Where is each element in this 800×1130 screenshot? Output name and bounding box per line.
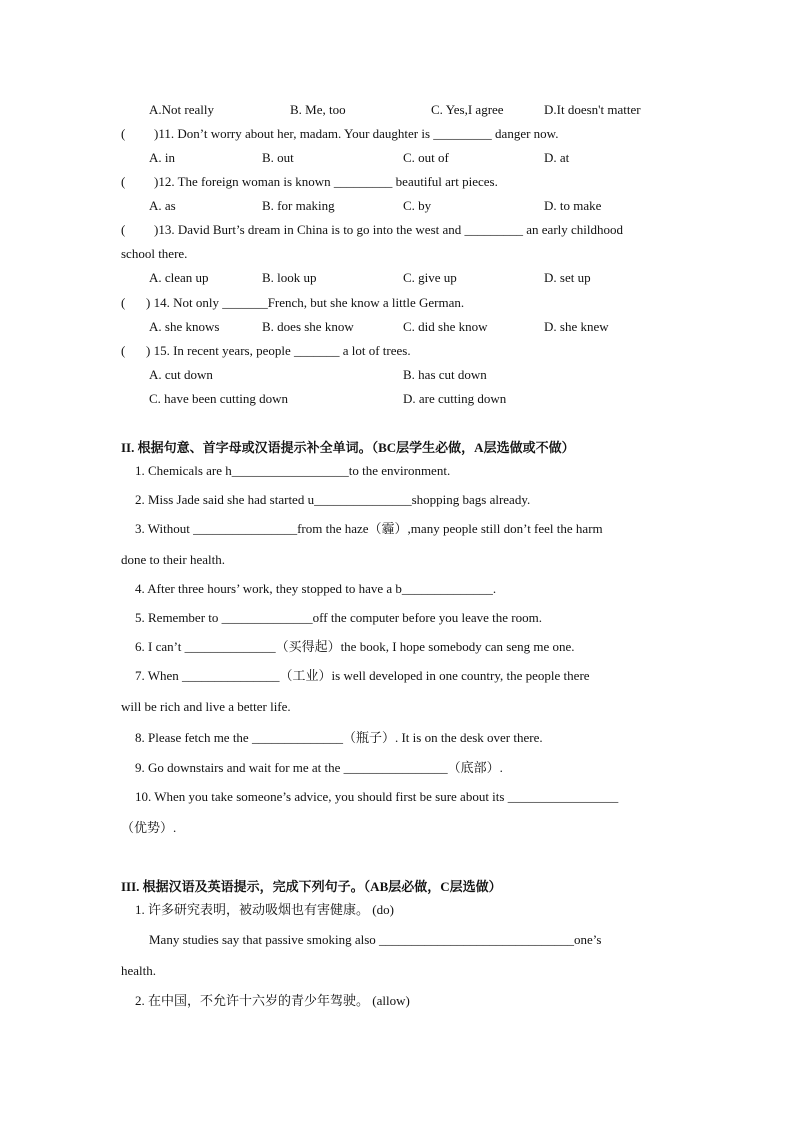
- option-a: A. in: [149, 150, 175, 165]
- option-a: A. as: [149, 198, 176, 213]
- fill-item-5: 5. Remember to ______________off the computer before you leave the room.: [135, 610, 542, 625]
- option-d: D. to make: [544, 198, 602, 213]
- fill-item-6: 6. I can’t ______________（买得起）the book, I hope somebody can seng me one.: [135, 639, 575, 654]
- fill-item-3-cont: done to their health.: [121, 552, 225, 567]
- fill-item-1: 1. Chemicals are h__________________to the environment.: [135, 463, 451, 478]
- option-a: A. cut down: [149, 367, 213, 382]
- option-c: C. have been cutting down: [149, 391, 288, 406]
- option-a: A. she knows: [149, 319, 220, 334]
- option-b: B. does she know: [262, 319, 354, 334]
- answer-paren: (: [121, 222, 126, 237]
- option-d: D. are cutting down: [403, 391, 507, 406]
- fill-item-2: 2. Miss Jade said she had started u_______________shopping bags already.: [135, 492, 531, 507]
- answer-paren: (: [121, 174, 126, 189]
- section-2-title: II. 根据句意、首字母或汉语提示补全单词。（BC层学生必做，A层选做或不做）: [121, 440, 575, 455]
- option-c: C. out of: [403, 150, 449, 165]
- fill-item-9: 9. Go downstairs and wait for me at the ________________（底部）.: [135, 760, 503, 775]
- answer-paren: (: [121, 126, 126, 141]
- option-c: C. by: [403, 198, 432, 213]
- option-d: D.It doesn't matter: [544, 102, 641, 117]
- fill-item-10: 10. When you take someone’s advice, you should first be sure about its _________________: [135, 789, 619, 804]
- answer-paren: (: [121, 343, 126, 358]
- fill-item-4: 4. After three hours’ work, they stopped to have a b______________.: [135, 581, 497, 596]
- option-c: C. give up: [403, 270, 457, 285]
- question-14: ) 14. Not only _______French, but she know a little German.: [146, 295, 465, 310]
- answer-paren: (: [121, 295, 126, 310]
- section-3-title: III. 根据汉语及英语提示，完成下列句子。（AB层必做，C层选做）: [121, 879, 502, 894]
- fill-item-7-cont: will be rich and live a better life.: [121, 699, 291, 714]
- option-d: D. she knew: [544, 319, 609, 334]
- translate-item-1: 1. 许多研究表明，被动吸烟也有害健康。 (do): [135, 902, 394, 917]
- option-b: B. out: [262, 150, 294, 165]
- option-a: A.Not really: [149, 102, 214, 117]
- translate-item-2: 2. 在中国，不允许十六岁的青少年驾驶。 (allow): [135, 993, 410, 1008]
- option-c: C. Yes,I agree: [431, 102, 504, 117]
- option-b: B. look up: [262, 270, 317, 285]
- question-15: ) 15. In recent years, people _______ a lot of trees.: [146, 343, 411, 358]
- question-13: )13. David Burt’s dream in China is to go into the west and _________ an early childhood: [154, 222, 624, 237]
- option-d: D. at: [544, 150, 570, 165]
- fill-item-10-cont: （优势）.: [121, 820, 177, 835]
- option-b: B. Me, too: [290, 102, 346, 117]
- fill-item-7: 7. When _______________（工业）is well developed in one country, the people there: [135, 668, 590, 683]
- option-a: A. clean up: [149, 270, 209, 285]
- option-b: B. for making: [262, 198, 335, 213]
- question-12: )12. The foreign woman is known _________ beautiful art pieces.: [154, 174, 498, 189]
- question-13-cont: school there.: [121, 246, 188, 261]
- option-d: D. set up: [544, 270, 591, 285]
- option-b: B. has cut down: [403, 367, 487, 382]
- fill-item-3: 3. Without ________________from the haze（霾）,many people still don’t feel the harm: [135, 521, 603, 536]
- option-c: C. did she know: [403, 319, 488, 334]
- translate-item-1-cont: health.: [121, 963, 157, 978]
- translate-item-1-answer: Many studies say that passive smoking also ______________________________one’s: [149, 932, 602, 947]
- fill-item-8: 8. Please fetch me the ______________（瓶子）. It is on the desk over there.: [135, 730, 543, 745]
- question-11: )11. Don’t worry about her, madam. Your daughter is _________ danger now.: [154, 126, 559, 141]
